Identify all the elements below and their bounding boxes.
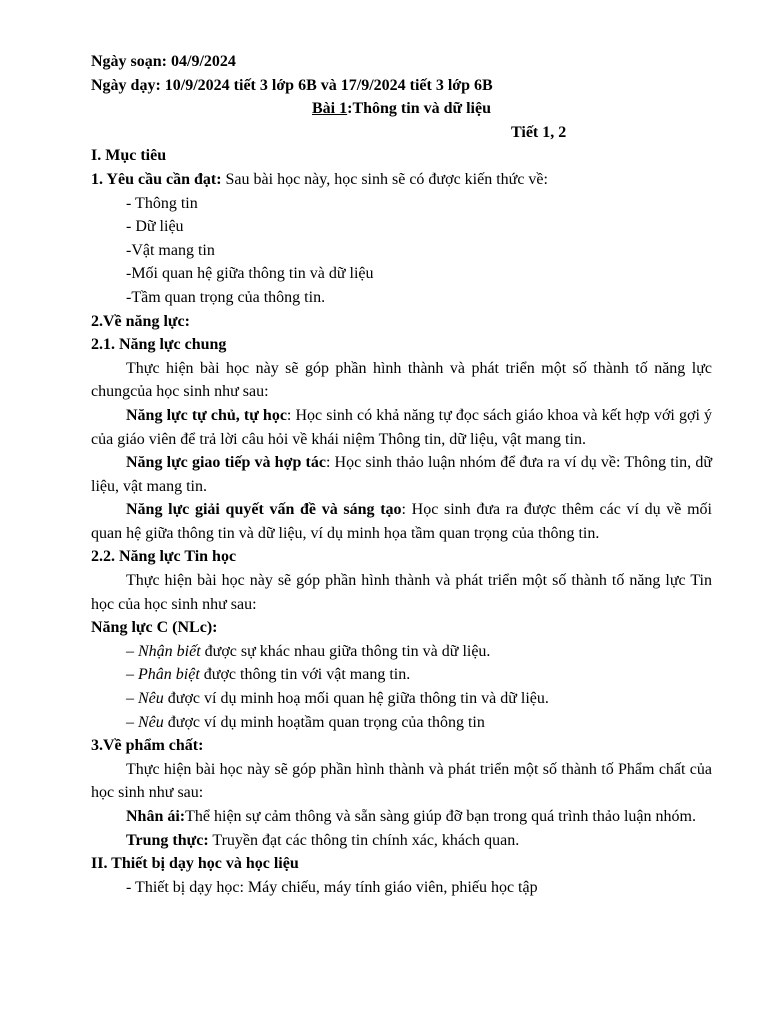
lesson-title	[91, 97, 712, 121]
autonomy-text: : Học sinh có khả năng tự đọc sách giáo khoa và kết hợp với gợi ý của giáo viên để trả lời câu hỏi về khái niệm Thông tin, dữ liệu, vật mang tin.	[91, 406, 713, 448]
dash: –	[126, 713, 138, 731]
document-body	[91, 50, 712, 899]
problem-solving-paragraph	[91, 498, 712, 545]
item-text: được ví dụ minh hoạ mối quan hệ giữa thông tin và dữ liệu.	[163, 690, 549, 708]
list-item: - Thông tin	[126, 194, 198, 212]
honesty-paragraph	[91, 829, 712, 853]
list-item	[91, 640, 712, 664]
section-heading-qualities: 3.Về phẩm chất:	[91, 737, 204, 755]
section-heading-equipment: II. Thiết bị dạy học và học liệu	[91, 855, 299, 873]
autonomy-label: Năng lực tự chủ, tự học	[126, 406, 287, 424]
teach-date: Ngày dạy: 10/9/2024 tiết 3 lớp 6B và 17/9/2024 tiết 3 lớp 6B	[91, 76, 493, 94]
item-verb: Phân biệt	[138, 666, 200, 684]
item-verb: Nhận biết	[138, 642, 201, 660]
list-item	[91, 663, 712, 687]
dash: –	[126, 642, 138, 660]
general-intro-paragraph: Thực hiện bài học này sẽ góp phần hình thành và phát triển một số thành tố năng lực chungcủa học sinh như sau:	[91, 359, 712, 401]
requirements-label: 1. Yêu cầu cần đạt:	[91, 170, 222, 188]
section-heading-objectives: I. Mục tiêu	[91, 147, 167, 165]
autonomy-paragraph	[91, 404, 712, 451]
list-item: -Vật mang tin	[126, 241, 215, 259]
problem-solving-text: : Học sinh đưa ra được thêm các ví dụ về mối quan hệ giữa thông tin và dữ liệu, ví dụ minh họa tầm quan trọng của thông tin.	[91, 501, 712, 542]
dash: –	[126, 690, 138, 708]
item-text: được thông tin với vật mang tin.	[199, 666, 411, 684]
list-item: -Tầm quan trọng của thông tin.	[126, 288, 326, 306]
subheading-it-competence: 2.2. Năng lực Tin học	[91, 548, 237, 566]
kindness-label: Nhân ái:	[126, 808, 186, 825]
communication-label: Năng lực giao tiếp và hợp tác	[126, 454, 326, 472]
item-text: được sự khác nhau giữa thông tin và dữ liệu.	[200, 642, 491, 660]
list-item	[91, 711, 712, 735]
nlc-heading: Năng lực C (NLc):	[91, 619, 218, 637]
qualities-intro-paragraph: Thực hiện bài học này sẽ góp phần hình thành và phát triển một số thành tố Phẩm chất của học sinh như sau:	[91, 760, 712, 802]
it-intro-paragraph: Thực hiện bài học này sẽ góp phần hình thành và phát triển một số thành tố năng lực Tin học của học sinh như sau:	[91, 572, 712, 613]
list-item: -Mối quan hệ giữa thông tin và dữ liệu	[126, 265, 374, 283]
kindness-paragraph	[91, 805, 712, 829]
subheading-general-competence: 2.1. Năng lực chung	[91, 336, 227, 354]
section-heading-competence: 2.Về năng lực:	[91, 312, 190, 330]
communication-paragraph	[91, 451, 712, 498]
prep-date: Ngày soạn: 04/9/2024	[91, 53, 236, 70]
lesson-prefix: Bài 1	[312, 100, 348, 118]
honesty-text: Truyền đạt các thông tin chính xác, khách quan.	[208, 831, 520, 849]
list-item	[91, 687, 712, 711]
communication-text: : Học sinh thảo luận nhóm để đưa ra ví dụ về: Thông tin, dữ liệu, vật mang tin.	[91, 454, 712, 495]
problem-solving-label: Năng lực giải quyết vấn đề và sáng tạo	[126, 501, 402, 519]
item-text: được ví dụ minh hoạtầm quan trọng của thông tin	[163, 713, 485, 731]
lesson-title-text: :Thông tin và dữ liệu	[347, 100, 491, 118]
honesty-label: Trung thực:	[126, 831, 209, 849]
requirements-text: Sau bài học này, học sinh sẽ có được kiến thức về:	[221, 170, 548, 188]
list-item: - Dữ liệu	[126, 218, 184, 236]
item-verb: Nêu	[138, 690, 164, 708]
list-item: - Thiết bị dạy học: Máy chiếu, máy tính giáo viên, phiếu học tập	[126, 878, 538, 896]
dash: –	[126, 666, 138, 684]
item-verb: Nêu	[138, 713, 164, 731]
lesson-periods: Tiết 1, 2	[511, 123, 567, 141]
kindness-text: Thể hiện sự cảm thông và sẵn sàng giúp đỡ bạn trong quá trình thảo luận nhóm.	[185, 808, 696, 825]
requirements-line	[91, 168, 712, 192]
